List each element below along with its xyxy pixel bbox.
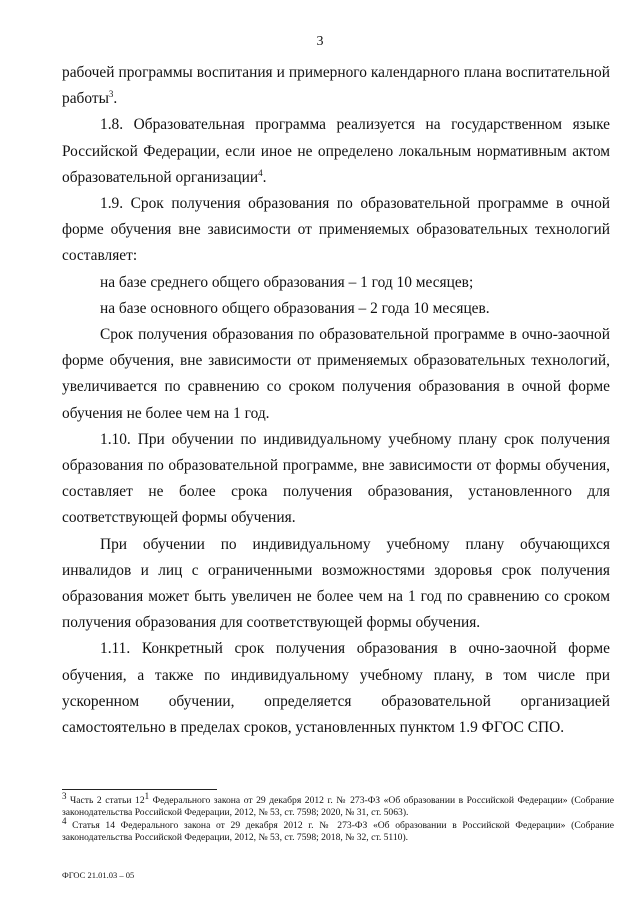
paragraph-disabled-students: При обучении по индивидуальному учебному плану обучающихся инвалидов и лиц с ограниченными возможностями здоровья срок получения образования может быть увеличен не более чем на 1 год по сравнению со сроком получения образования для соответствующей формы обучения. [62,535,610,632]
footnote-3: $^3$ Часть 2 статьи $12^1$ Федерального закона от 29 декабря 2012 г. № 273-ФЗ «Об образовании в Российской Федерации» (Собрание законодательства Российской Федерации, 2012, № 53, ст. 7598; 2020, № 31, ст. 5063). [62,790,614,819]
paragraph-part-time-term: Срок получения образования по образовательной программе в очно-заочной форме обучения, вне зависимости от применяемых образовательных технологий, увеличивается по сравнению со сроком получения образования в очной форме обучения не более чем на 1 год. [62,326,610,422]
paragraph-1: рабочей программы воспитания и примерного календарного плана воспитательной работы$^3$. [62,64,610,108]
footnote-divider [62,789,217,790]
paragraph-1-11: 1.11. Конкретный срок получения образования в очно-заочной форме обучения, а также по индивидуальному учебному плану, в том числе при ускоренном обучении, определяется образовательной организацией самостоятельно в пределах сроков, установленных пунктом 1.9 ФГОС СПО. [62,640,610,737]
paragraph-basic-base: на базе основного общего образования – 2 года 10 месяцев. [100,299,490,317]
paragraph-secondary-base: на базе среднего общего образования – 1 год 10 месяцев; [100,273,474,291]
paragraph-1-8: 1.8. Образовательная программа реализуется на государственном языке Российской Федерации, если иное не определено локальным нормативным актом образовательной организации$^4$. [62,116,610,186]
paragraph-1-9: 1.9. Срок получения образования по образовательной программе в очной форме обучения вне зависимости от применяемых образовательных технологий составляет: [62,195,610,265]
main-text [62,60,610,741]
footnote-4: $^4$ Статья 14 Федерального закона от 29 декабря 2012 г. № 273-ФЗ «Об образовании в Российской Федерации» (Собрание законодательства Российской Федерации, 2012, № 53, ст. 7598; 2018, № 32, ст. 5110). [62,815,614,844]
page-number: 3 [316,34,324,49]
document-code: ФГОС 21.01.03 – 05 [62,870,135,880]
footnote-ref-4[interactable]: 4 [258,167,263,178]
footnotes [62,790,614,845]
paragraph-1-10: 1.10. При обучении по индивидуальному учебному плану срок получения образования по образовательной программе, вне зависимости от формы обучения, составляет не более срока получения образования, установленного для соответствующей формы обучения. [62,430,610,527]
footnote-ref-3[interactable]: 3 [108,89,114,100]
